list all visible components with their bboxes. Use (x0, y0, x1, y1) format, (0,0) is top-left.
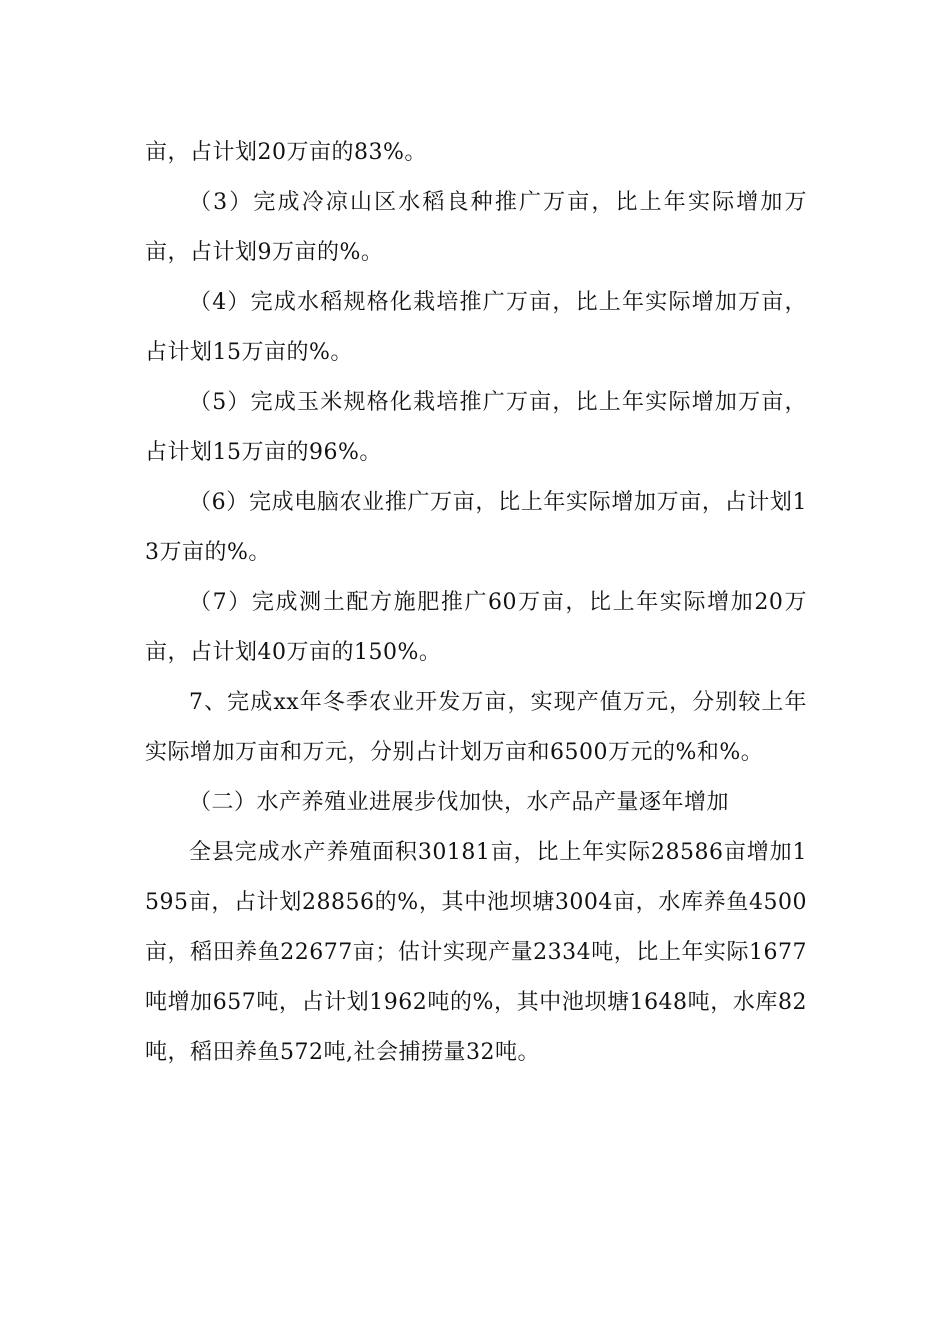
paragraph-item-4: （4）完成水稻规格化栽培推广万亩，比上年实际增加万亩，占计划15万亩的%。 (145, 290, 807, 365)
section-heading-aquaculture: （二）水产养殖业进展步伐加快，水产品产量逐年增加 (189, 790, 730, 815)
paragraph-item-7: （7）完成测土配方施肥推广60万亩，比上年实际增加20万亩，占计划40万亩的150%。 (145, 590, 807, 665)
paragraph-continuation: 亩，占计划20万亩的83%。 (145, 140, 427, 165)
paragraph-item-6: （6）完成电脑农业推广万亩，比上年实际增加万亩，占计划13万亩的%。 (145, 490, 807, 565)
document-body (145, 128, 807, 1078)
paragraph-item-5: （5）完成玉米规格化栽培推广万亩，比上年实际增加万亩，占计划15万亩的96%。 (145, 390, 807, 465)
paragraph-item-3: （3）完成冷凉山区水稻良种推广万亩，比上年实际增加万亩，占计划9万亩的%。 (145, 190, 807, 265)
paragraph-aquaculture-details: 全县完成水产养殖面积30181亩，比上年实际28586亩增加1595亩，占计划28856的%，其中池坝塘3004亩，水库养鱼4500亩，稻田养鱼22677亩；估计实现产量2334吨，比上年实际1677吨增加657吨，占计划1962吨的%，其中池坝塘1648吨，水库82吨，稻田养鱼572吨,社会捕捞量32吨。 (145, 840, 807, 1065)
paragraph-winter-agriculture: 7、完成xx年冬季农业开发万亩，实现产值万元，分别较上年实际增加万亩和万元，分别占计划万亩和6500万元的%和%。 (145, 690, 807, 765)
